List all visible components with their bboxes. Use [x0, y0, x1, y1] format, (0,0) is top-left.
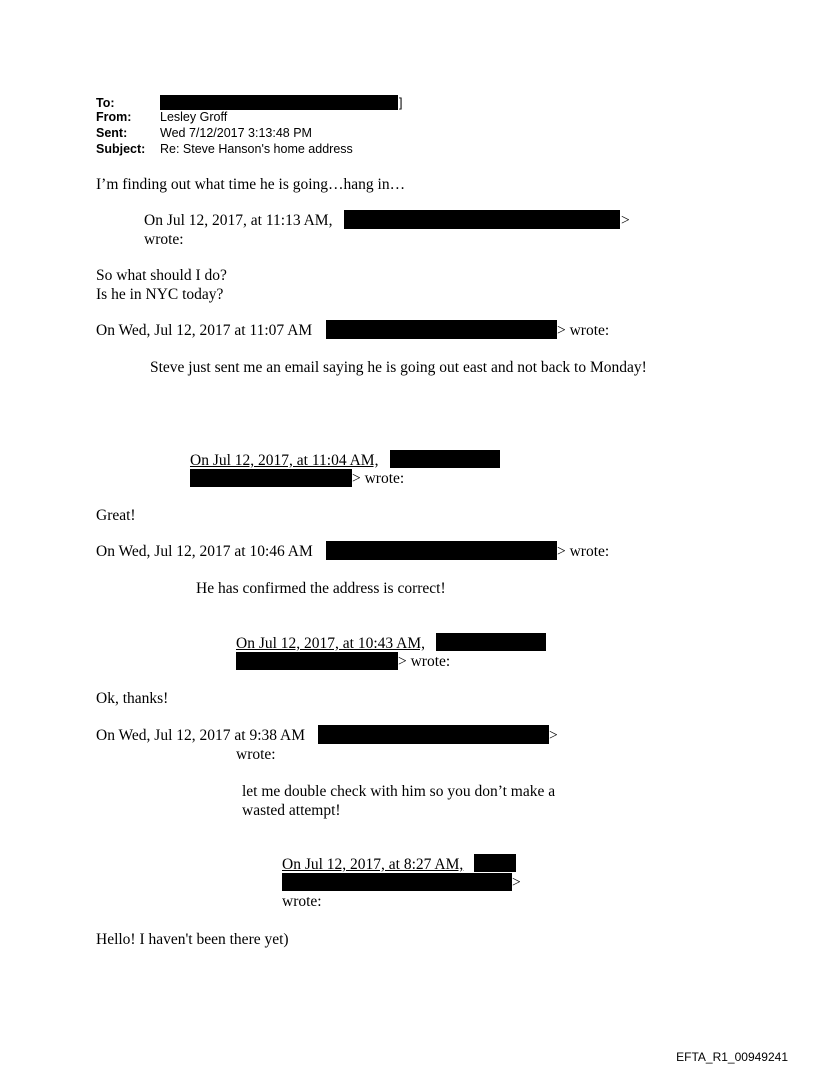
- quote-attribution: On Wed, Jul 12, 2017 at 10:46 AM: [96, 543, 313, 560]
- quote-attribution: On Jul 12, 2017, at 11:13 AM,: [144, 212, 333, 229]
- message-text: Steve just sent me an email saying he is going out east and not back to Monday!: [150, 359, 647, 376]
- redaction-box: [318, 725, 549, 744]
- sent-label: Sent:: [96, 126, 128, 140]
- redaction-box: [326, 320, 557, 339]
- message-text: Hello! I haven't been there yet): [96, 931, 289, 948]
- quote-tail: > wrote:: [557, 543, 610, 560]
- redaction-box: [390, 450, 500, 468]
- sent-value: Wed 7/12/2017 3:13:48 PM: [160, 126, 312, 140]
- subject-value: Re: Steve Hanson's home address: [160, 142, 353, 156]
- quote-attribution: On Wed, Jul 12, 2017 at 11:07 AM: [96, 322, 313, 339]
- quote-attribution: On Jul 12, 2017, at 11:04 AM,: [190, 452, 379, 469]
- message-text: Great!: [96, 507, 136, 524]
- message-text: Is he in NYC today?: [96, 286, 224, 303]
- quote-tail: > wrote:: [352, 470, 405, 487]
- to-tail: ]: [399, 96, 403, 110]
- quote-tail: >: [512, 874, 521, 891]
- subject-label: Subject:: [96, 142, 146, 156]
- message-text: wasted attempt!: [242, 802, 341, 819]
- quote-wrote: wrote:: [236, 746, 276, 763]
- redaction-box: [344, 210, 620, 229]
- message-text: Ok, thanks!: [96, 690, 169, 707]
- redaction-box: [160, 95, 398, 110]
- quote-tail: > wrote:: [557, 322, 610, 339]
- message-text: He has confirmed the address is correct!: [196, 580, 446, 597]
- email-header: [96, 96, 496, 156]
- redaction-box: [190, 469, 352, 487]
- quote-tail: > wrote:: [398, 653, 451, 670]
- quote-tail: >: [549, 727, 558, 744]
- from-label: From:: [96, 110, 132, 124]
- message-text: So what should I do?: [96, 267, 227, 284]
- quote-tail: >: [621, 212, 630, 229]
- redaction-box: [474, 854, 516, 872]
- message-text: I’m finding out what time he is going…hang in…: [96, 176, 406, 193]
- quote-wrote: wrote:: [282, 893, 322, 910]
- quote-attribution: On Wed, Jul 12, 2017 at 9:38 AM: [96, 727, 306, 744]
- message-text: let me double check with him so you don’t make a: [242, 783, 556, 800]
- to-label: To:: [96, 96, 115, 110]
- redaction-box: [236, 652, 398, 670]
- quote-attribution: On Jul 12, 2017, at 10:43 AM,: [236, 635, 426, 652]
- redaction-box: [436, 633, 546, 651]
- quote-attribution: On Jul 12, 2017, at 8:27 AM,: [282, 856, 464, 873]
- redaction-box: [326, 541, 557, 560]
- document-id: EFTA_R1_00949241: [676, 1050, 788, 1064]
- from-value: Lesley Groff: [160, 110, 228, 124]
- quote-wrote: wrote:: [144, 231, 184, 248]
- redaction-box: [282, 873, 512, 891]
